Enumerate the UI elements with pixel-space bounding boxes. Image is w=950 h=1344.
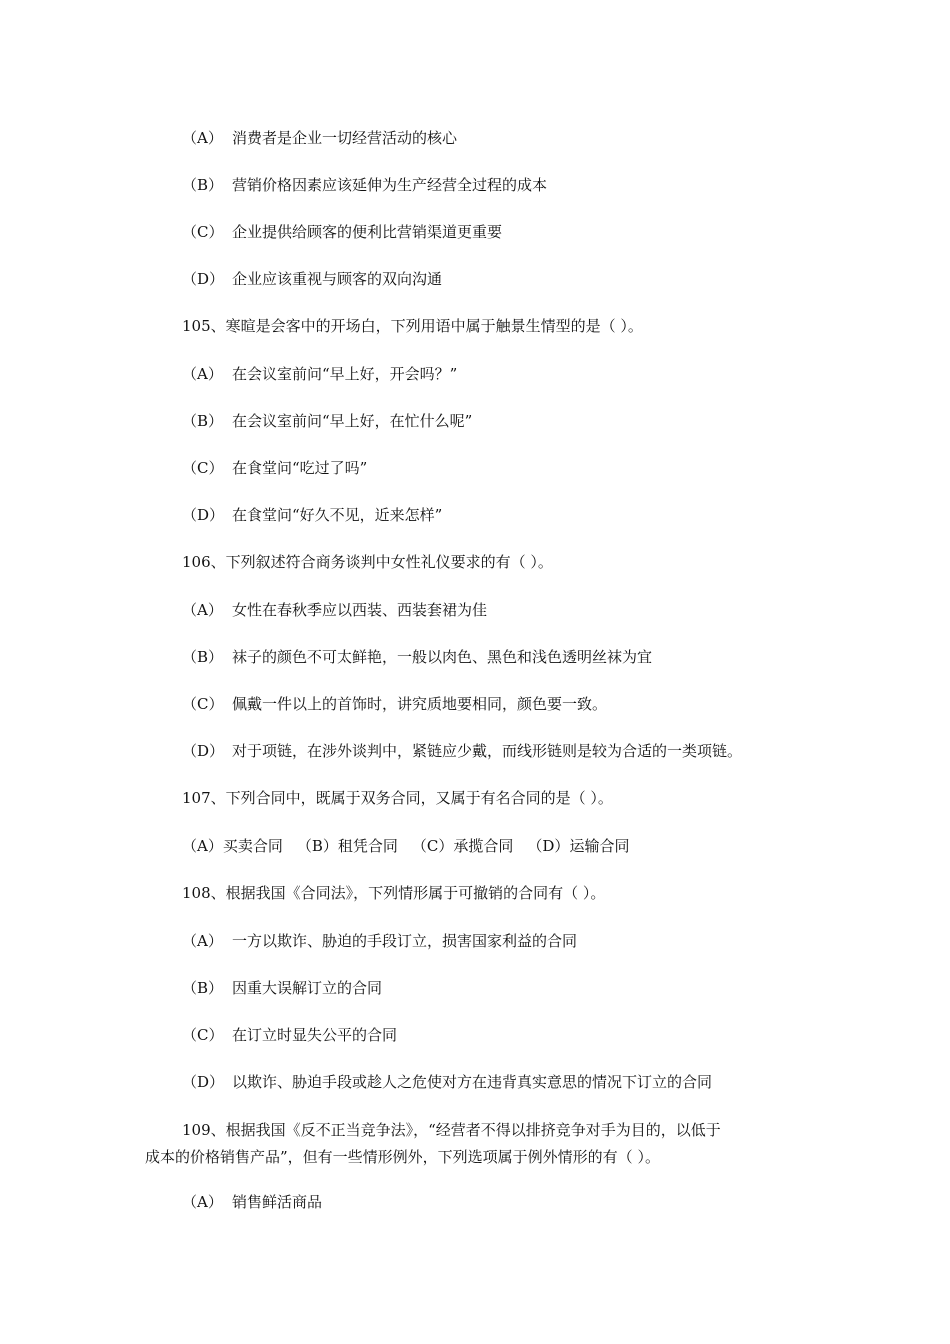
q109-option-a [182, 1192, 322, 1212]
q109-stem [145, 1117, 805, 1171]
option-text: 在会议室前问“早上好，在忙什么呢” [232, 412, 473, 430]
q107-option-d [527, 837, 629, 855]
option-text: 在订立时显失公平的合同 [232, 1026, 398, 1044]
q104-option-a [182, 128, 457, 148]
option-tag: （A） [182, 601, 223, 619]
stem-text: 109、根据我国《反不正当竞争法》，“经营者不得以排挤竞争对手为目的，以低于 [182, 1121, 721, 1139]
option-text: 因重大误解订立的合同 [232, 979, 383, 997]
option-tag: （C） [182, 695, 224, 713]
option-text: 租凭合同 [337, 837, 398, 855]
q109-stem-line-2: 成本的价格销售产品”，但有一些情形例外，下列选项属于例外情形的有（ ）。 [145, 1148, 660, 1166]
q104-option-b [182, 175, 547, 195]
q107-stem: 107、下列合同中，既属于双务合同，又属于有名合同的是（ ）。 [182, 789, 613, 807]
q106-option-c [182, 694, 607, 714]
option-text: 销售鲜活商品 [232, 1193, 323, 1211]
q106-option-b [182, 647, 652, 667]
option-tag: （C） [182, 1026, 224, 1044]
q105-option-b [182, 411, 472, 431]
q104-option-c [182, 222, 502, 242]
option-tag: （A） [182, 129, 223, 147]
option-tag: （A） [182, 932, 223, 950]
option-tag: （D） [182, 1073, 225, 1091]
option-tag: （C） [182, 459, 224, 477]
q106-stem: 106、下列叙述符合商务谈判中女性礼仪要求的有（ ）。 [182, 553, 553, 571]
q105-option-c [182, 458, 367, 478]
option-tag: （D） [182, 742, 225, 760]
option-text: 企业应该重视与顾客的双向沟通 [232, 270, 443, 288]
option-text: 承揽合同 [453, 837, 514, 855]
q108-option-c [182, 1025, 397, 1045]
q107-option-a [182, 837, 283, 855]
option-tag: （C） [411, 837, 454, 855]
option-text: 佩戴一件以上的首饰时，讲究质地要相同，颜色要一致。 [232, 695, 608, 713]
q108-option-b [182, 978, 382, 998]
option-tag: （B） [182, 979, 224, 997]
option-text: 女性在春秋季应以西装、西装套裙为佳 [232, 601, 488, 619]
option-tag: （A） [182, 837, 223, 855]
option-text: 一方以欺诈、胁迫的手段订立，损害国家利益的合同 [232, 932, 578, 950]
option-tag: （A） [182, 365, 223, 383]
option-text: 在食堂问“吃过了吗” [232, 459, 368, 477]
q107-options-row [182, 836, 643, 856]
q106-option-a [182, 600, 487, 620]
q105-option-d [182, 505, 442, 525]
q108-option-d [182, 1072, 712, 1092]
q108-stem: 108、根据我国《合同法》，下列情形属于可撤销的合同有（ ）。 [182, 884, 606, 902]
option-tag: （B） [182, 648, 224, 666]
option-text: 买卖合同 [222, 837, 283, 855]
option-tag: （D） [182, 270, 225, 288]
option-text: 以欺诈、胁迫手段或趁人之危使对方在违背真实意思的情况下订立的合同 [232, 1073, 713, 1091]
q104-option-d [182, 269, 442, 289]
option-tag: （B） [182, 412, 224, 430]
q105-stem: 105、寒暄是会客中的开场白，下列用语中属于触景生情型的是（ ）。 [182, 317, 643, 335]
option-text: 袜子的颜色不可太鲜艳，一般以肉色、黑色和浅色透明丝袜为宜 [232, 648, 653, 666]
q107-option-c [412, 837, 514, 855]
option-text: 企业提供给顾客的便利比营销渠道更重要 [232, 223, 503, 241]
option-tag: （D） [182, 506, 225, 524]
option-tag: （C） [182, 223, 224, 241]
q107-option-b [297, 837, 398, 855]
option-tag: （D） [527, 837, 570, 855]
option-tag: （B） [182, 176, 224, 194]
q106-option-d [182, 741, 742, 761]
q105-option-a [182, 364, 457, 384]
option-text: 对于项链，在涉外谈判中，紧链应少戴，而线形链则是较为合适的一类项链。 [232, 742, 743, 760]
option-tag: （B） [296, 837, 338, 855]
q109-stem-line-1 [145, 1117, 805, 1144]
option-text: 营销价格因素应该延伸为生产经营全过程的成本 [232, 176, 548, 194]
option-text: 消费者是企业一切经营活动的核心 [232, 129, 458, 147]
option-tag: （A） [182, 1193, 223, 1211]
option-text: 运输合同 [569, 837, 630, 855]
option-text: 在会议室前问“早上好，开会吗？” [232, 365, 458, 383]
option-text: 在食堂问“好久不见，近来怎样” [232, 506, 443, 524]
q108-option-a [182, 931, 577, 951]
